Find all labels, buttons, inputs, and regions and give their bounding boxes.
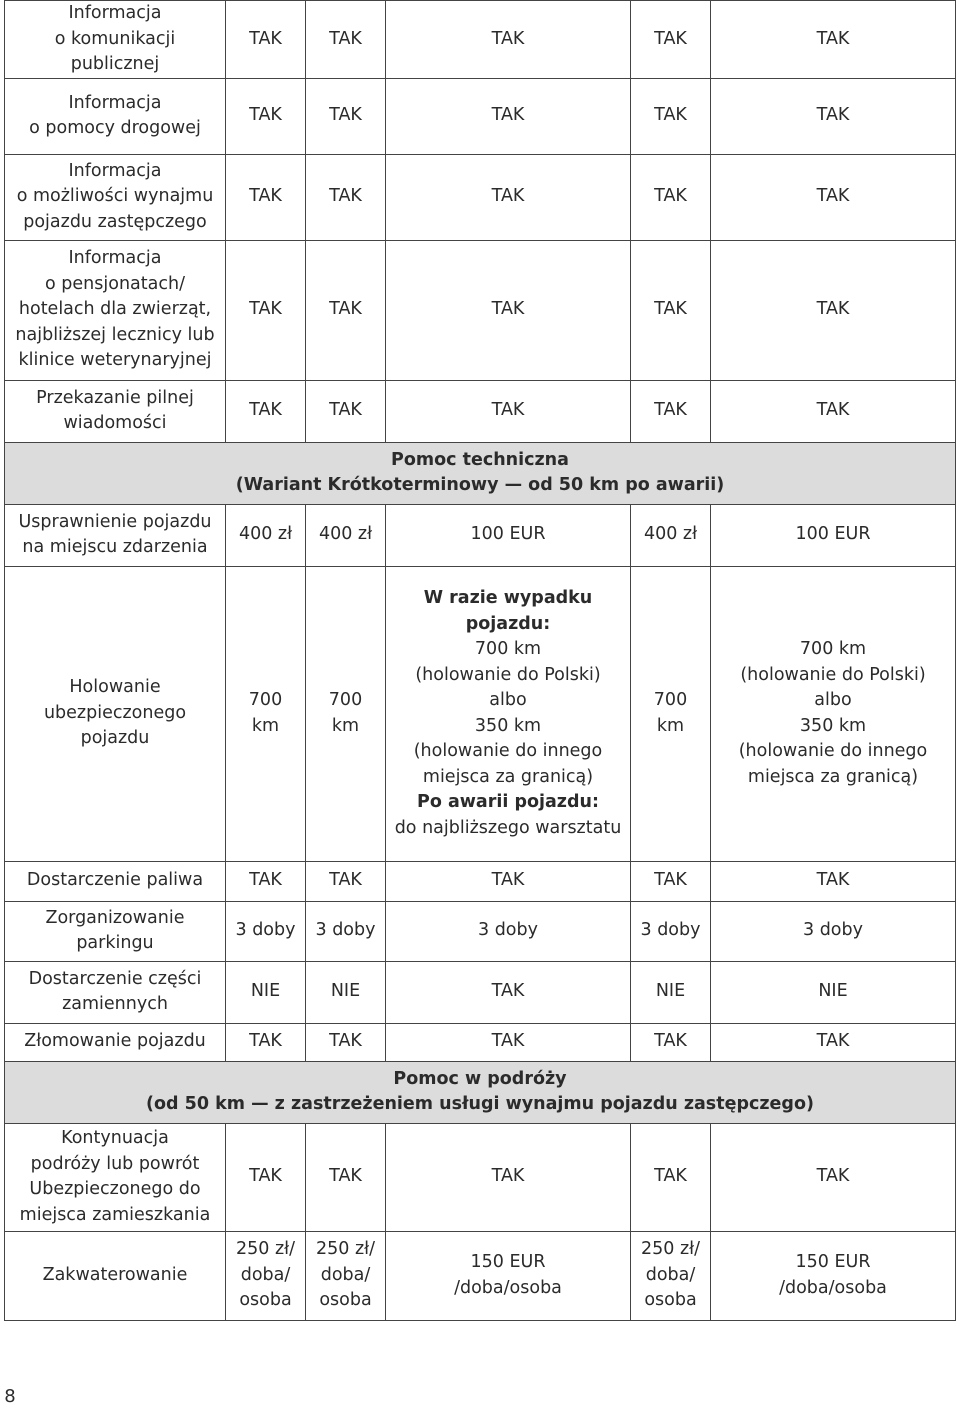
table-row bbox=[5, 154, 956, 240]
cell-variant-1: 3 doby bbox=[226, 901, 306, 961]
cell-variant-4: TAK bbox=[631, 240, 711, 380]
cell-variant-3: TAK bbox=[386, 1123, 631, 1231]
coverage-table bbox=[4, 0, 956, 1321]
cell-variant-4: NIE bbox=[631, 961, 711, 1023]
towing-accident-text: 700 km (holowanie do Polski) albo 350 km (holowanie do innego miejsca za granicą) bbox=[413, 639, 603, 787]
cell-variant-1: TAK bbox=[226, 154, 306, 240]
cell-variant-1: TAK bbox=[226, 1, 306, 79]
coverage-table-body bbox=[5, 1, 956, 1321]
table-row bbox=[5, 861, 956, 901]
cell-variant-1: TAK bbox=[226, 861, 306, 901]
cell-variant-2: TAK bbox=[306, 240, 386, 380]
cell-variant-1: TAK bbox=[226, 78, 306, 154]
cell-variant-5: 3 doby bbox=[711, 901, 956, 961]
table-row bbox=[5, 380, 956, 442]
cell-variant-2: NIE bbox=[306, 961, 386, 1023]
cell-variant-4: TAK bbox=[631, 154, 711, 240]
row-label: Zorganizowanie parkingu bbox=[5, 901, 226, 961]
cell-variant-2: TAK bbox=[306, 380, 386, 442]
cell-variant-2: 250 zł/ doba/ osoba bbox=[306, 1231, 386, 1320]
section-header-row bbox=[5, 1061, 956, 1123]
cell-variant-3: TAK bbox=[386, 1023, 631, 1061]
table-row bbox=[5, 1023, 956, 1061]
row-label: Złomowanie pojazdu bbox=[5, 1023, 226, 1061]
cell-variant-5: TAK bbox=[711, 380, 956, 442]
table-row bbox=[5, 566, 956, 861]
row-label: Dostarczenie paliwa bbox=[5, 861, 226, 901]
cell-variant-2: 3 doby bbox=[306, 901, 386, 961]
cell-variant-3: 3 doby bbox=[386, 901, 631, 961]
table-row bbox=[5, 1123, 956, 1231]
cell-variant-5: TAK bbox=[711, 1, 956, 79]
cell-variant-3: 150 EUR /doba/osoba bbox=[386, 1231, 631, 1320]
cell-variant-2: TAK bbox=[306, 861, 386, 901]
cell-variant-1: TAK bbox=[226, 1023, 306, 1061]
row-label: Usprawnienie pojazdu na miejscu zdarzenia bbox=[5, 504, 226, 566]
row-label: Holowanie ubezpieczonego pojazdu bbox=[5, 566, 226, 861]
cell-variant-1: TAK bbox=[226, 1123, 306, 1231]
cell-variant-5: TAK bbox=[711, 861, 956, 901]
cell-variant-4: TAK bbox=[631, 1, 711, 79]
cell-variant-3: TAK bbox=[386, 78, 631, 154]
cell-variant-3: TAK bbox=[386, 380, 631, 442]
table-row bbox=[5, 1, 956, 79]
cell-variant-4: 250 zł/ doba/ osoba bbox=[631, 1231, 711, 1320]
cell-variant-2: TAK bbox=[306, 154, 386, 240]
cell-variant-4: 3 doby bbox=[631, 901, 711, 961]
cell-variant-2: TAK bbox=[306, 1123, 386, 1231]
cell-variant-5: 100 EUR bbox=[711, 504, 956, 566]
towing-breakdown-text: do najbliższego warsztatu bbox=[394, 817, 622, 838]
cell-variant-3: TAK bbox=[386, 861, 631, 901]
row-label: Dostarczenie części zamiennych bbox=[5, 961, 226, 1023]
cell-variant-4: TAK bbox=[631, 1023, 711, 1061]
table-row bbox=[5, 901, 956, 961]
cell-variant-5: 700 km (holowanie do Polski) albo 350 km (holowanie do innego miejsca za granicą) bbox=[711, 566, 956, 861]
cell-variant-3: TAK bbox=[386, 961, 631, 1023]
cell-variant-3: TAK bbox=[386, 240, 631, 380]
row-label: Informacja o pomocy drogowej bbox=[5, 78, 226, 154]
row-label: Przekazanie pilnej wiadomości bbox=[5, 380, 226, 442]
cell-variant-4: 700 km bbox=[631, 566, 711, 861]
towing-breakdown-heading: Po awarii pojazdu: bbox=[417, 792, 599, 812]
cell-variant-5: TAK bbox=[711, 1023, 956, 1061]
towing-accident-heading: W razie wypadku pojazdu: bbox=[423, 588, 593, 634]
cell-variant-4: TAK bbox=[631, 380, 711, 442]
cell-variant-3: 100 EUR bbox=[386, 504, 631, 566]
cell-variant-1: TAK bbox=[226, 380, 306, 442]
cell-variant-2: TAK bbox=[306, 78, 386, 154]
cell-variant-2: 400 zł bbox=[306, 504, 386, 566]
cell-variant-2: TAK bbox=[306, 1023, 386, 1061]
table-row bbox=[5, 78, 956, 154]
cell-variant-4: 400 zł bbox=[631, 504, 711, 566]
cell-variant-5: TAK bbox=[711, 240, 956, 380]
cell-variant-1: NIE bbox=[226, 961, 306, 1023]
row-label: Kontynuacja podróży lub powrót Ubezpieczonego do miejsca zamieszkania bbox=[5, 1123, 226, 1231]
cell-variant-1: 700 km bbox=[226, 566, 306, 861]
cell-variant-4: TAK bbox=[631, 861, 711, 901]
section-header-row bbox=[5, 442, 956, 504]
table-row bbox=[5, 240, 956, 380]
cell-variant-1: TAK bbox=[226, 240, 306, 380]
cell-variant-4: TAK bbox=[631, 1123, 711, 1231]
cell-variant-5: TAK bbox=[711, 78, 956, 154]
row-label: Informacja o komunikacji publicznej bbox=[5, 1, 226, 79]
row-label: Informacja o możliwości wynajmu pojazdu zastępczego bbox=[5, 154, 226, 240]
table-row bbox=[5, 1231, 956, 1320]
section-technical-assistance: Pomoc techniczna (Wariant Krótkoterminowy — od 50 km po awarii) bbox=[5, 442, 956, 504]
cell-variant-5: TAK bbox=[711, 154, 956, 240]
cell-variant-3: TAK bbox=[386, 1, 631, 79]
table-row bbox=[5, 504, 956, 566]
table-row bbox=[5, 961, 956, 1023]
cell-variant-5: 150 EUR /doba/osoba bbox=[711, 1231, 956, 1320]
cell-variant-1: 400 zł bbox=[226, 504, 306, 566]
cell-variant-5: NIE bbox=[711, 961, 956, 1023]
cell-variant-3 bbox=[386, 566, 631, 861]
cell-variant-4: TAK bbox=[631, 78, 711, 154]
page-number: 8 bbox=[4, 1386, 16, 1407]
cell-variant-2: 700 km bbox=[306, 566, 386, 861]
cell-variant-5: TAK bbox=[711, 1123, 956, 1231]
row-label: Zakwaterowanie bbox=[5, 1231, 226, 1320]
row-label: Informacja o pensjonatach/ hotelach dla zwierząt, najbliższej lecznicy lub klinice weterynaryjnej bbox=[5, 240, 226, 380]
cell-variant-3: TAK bbox=[386, 154, 631, 240]
cell-variant-1: 250 zł/ doba/ osoba bbox=[226, 1231, 306, 1320]
section-travel-assistance: Pomoc w podróży (od 50 km — z zastrzeżeniem usługi wynajmu pojazdu zastępczego) bbox=[5, 1061, 956, 1123]
cell-variant-2: TAK bbox=[306, 1, 386, 79]
